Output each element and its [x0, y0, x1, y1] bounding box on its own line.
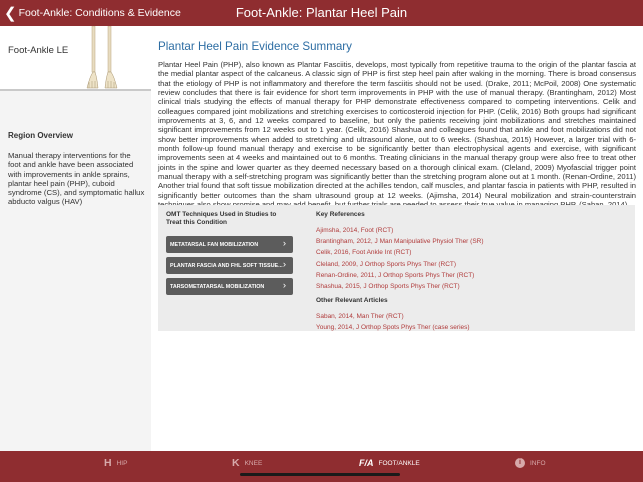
other-articles-title: Other Relevant Articles [316, 297, 388, 305]
tab-label: FOOT/ANKLE [378, 459, 420, 467]
chevron-right-icon: › [282, 259, 286, 270]
summary-heading: Plantar Heel Pain Evidence Summary [158, 40, 352, 53]
technique-button-plantar-fascia[interactable] [166, 257, 293, 274]
tab-label: INFO [530, 459, 546, 467]
reference-link[interactable]: Brantingham, 2012, J Man Manipulative Physiol Ther (SR) [316, 238, 484, 246]
hip-icon: H [104, 457, 112, 469]
technique-button-tarsometatarsal[interactable] [166, 278, 293, 295]
chevron-right-icon: › [282, 238, 286, 249]
reference-link[interactable]: Ajimsha, 2014, Foot (RCT) [316, 227, 394, 234]
key-references-title: Key References [316, 211, 365, 218]
reference-link[interactable]: Shashua, 2015, J Orthop Sports Phys Ther (RCT) [316, 282, 460, 290]
reference-link[interactable]: Saban, 2014, Man Ther (RCT) [316, 313, 404, 321]
tab-label: KNEE [244, 459, 263, 467]
reference-link[interactable]: Cleland, 2009, J Orthop Sports Phys Ther (RCT) [316, 260, 457, 268]
region-overview-title: Region Overview [8, 131, 73, 140]
nav-bar [0, 0, 643, 26]
tab-foot-ankle[interactable] [359, 451, 420, 475]
chevron-left-icon: ❮ [4, 4, 17, 22]
reference-link[interactable]: Celik, 2016, Foot Ankle Int (RCT) [316, 249, 412, 257]
region-header [0, 26, 151, 91]
home-indicator [240, 473, 400, 476]
technique-button-label: METATARSAL FAN MOBILIZATION [170, 241, 259, 248]
region-label: Foot-Ankle LE [8, 45, 69, 56]
references-list [316, 209, 626, 334]
technique-button-metatarsal-fan[interactable] [166, 236, 293, 253]
tab-knee[interactable] [232, 451, 262, 475]
info-icon: i [515, 458, 525, 468]
back-button[interactable] [4, 0, 181, 26]
chevron-right-icon: › [282, 280, 286, 291]
tab-hip[interactable] [104, 451, 127, 475]
summary-text: Plantar Heel Pain (PHP), also known as Plantar Fasciitis, develops, most typically from repetitive trauma to the origin of the plantar fascia at the medial plantar aspect of the calcaneus. A classic sign of PHP is first step heel pain after waking in the morning. There is broad consensus that the etiology of PHP is not inflammatory and therefore the term fasciitis should not be used. (Drake, 2011; McPoil, 2008) One systematic review concludes that there is fair evidence for short term improvements in PHP with the use of manual therapy. (Brantingham, 2012) Most clinical trials studying the effects of manual therapy for PHP demonstrate effectiveness compared to competing interventions. Celik and colleagues compared joint mobilizations and stretching exercises to corticosteroid injection for PHP. (Celik, 2016) Both groups had significant improvements at 3, 6, and 12 weeks compared to baseline, but only the patients receiving joint mobilizations and stretches maintained significant improvements from 12 weeks out to 1 year. (Celik, 2016) Shashua and colleagues found that ankle and foot mobilizations did not show better improvements when added to stretching and ultrasound alone, out to 6 weeks. (Shashua, 2015) However, a larger trial with 6-month follow-up found manual therapy and exercise to be significantly better than electrophysical agents and exercise, with significant improvements seen at 4 weeks and maintained out to 6 months. Treating clinicians in the manual therapy group were also free to treat other joints in the spine and lower quarter as they deemed necessary based on a thorough clinical exam. (Cleland, 2009) Myofascial trigger point manual therapy with a self-stretching program was significantly better than the stretching program alone out at 1 month. (Renan-Ordine, 2011) Another trial found that soft tissue mobilization directed at the achilles tendon, calf muscles, and plantar fascia in patients with PHP, resulted in significantly better outcomes than the sham ultrasound group at 12 weeks. (Ajimsha, 2014) Neural mobilization and strain-counterstrain [158, 60, 636, 200]
foot-ankle-icon: F/A [359, 458, 374, 468]
technique-button-label: TARSOMETATARSAL MOBILIZATION [170, 283, 265, 290]
region-overview-text: Manual therapy interventions for the foot and ankle have been associated with improvements in ankle sprains, plantar heel pain (PHP), cuboid syndrome (CS), and symptomatic hallux abducto valgus (HAV) [8, 151, 145, 207]
tab-bar [0, 451, 643, 482]
technique-button-label: PLANTAR FASCIA AND FHL SOFT TISSUE... [170, 262, 283, 269]
tab-info[interactable] [515, 451, 546, 475]
techniques-title: OMT Techniques Used in Studies to Treat this Condition [166, 211, 277, 226]
sidebar [0, 26, 151, 451]
tab-label: HIP [116, 459, 128, 467]
back-button-label: Foot-Ankle: Conditions & Evidence [18, 7, 181, 19]
foot-skeleton-image [78, 26, 128, 90]
reference-link[interactable]: Young, 2014, J Orthop Spots Phys Ther (case series) [316, 324, 470, 332]
reference-link[interactable]: Renan-Ordine, 2011, J Orthop Sports Phys Ther (RCT) [316, 271, 475, 279]
page-title: Foot-Ankle: Plantar Heel Pain [235, 5, 408, 20]
knee-icon: K [232, 457, 240, 469]
main-content [151, 26, 643, 451]
evidence-panel [158, 205, 635, 331]
